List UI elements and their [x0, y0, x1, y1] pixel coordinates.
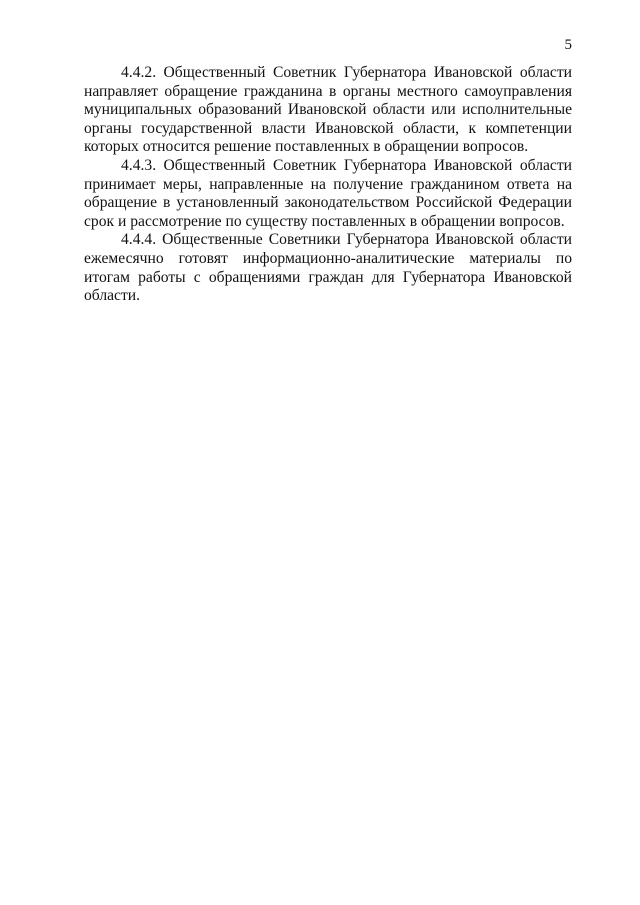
paragraph-4-4-2: 4.4.2. Общественный Советник Губернатора Ивановской области направляет обращение гражданина в органы местного самоуправления муниципальных образований Ивановской области или исполнительные органы государственной власти Ивановской области, к компетенции которых относится решение поставленных в обращении вопросов. — [84, 64, 572, 156]
paragraph-4-4-4: 4.4.4. Общественные Советники Губернатора Ивановской области ежемесячно готовят информационно-аналитические материалы по итогам работы с обращениями граждан для Губернатора Ивановской области. — [84, 231, 572, 305]
page-number: 5 — [564, 37, 572, 53]
paragraph-4-4-3: 4.4.3. Общественный Советник Губернатора Ивановской области принимает меры, направленные на получение гражданином ответа на обращение в установленный законодательством Российской Федерации срок и рассмотрение по существу поставленных в обращении вопросов. — [84, 156, 572, 230]
document-body — [84, 64, 572, 306]
